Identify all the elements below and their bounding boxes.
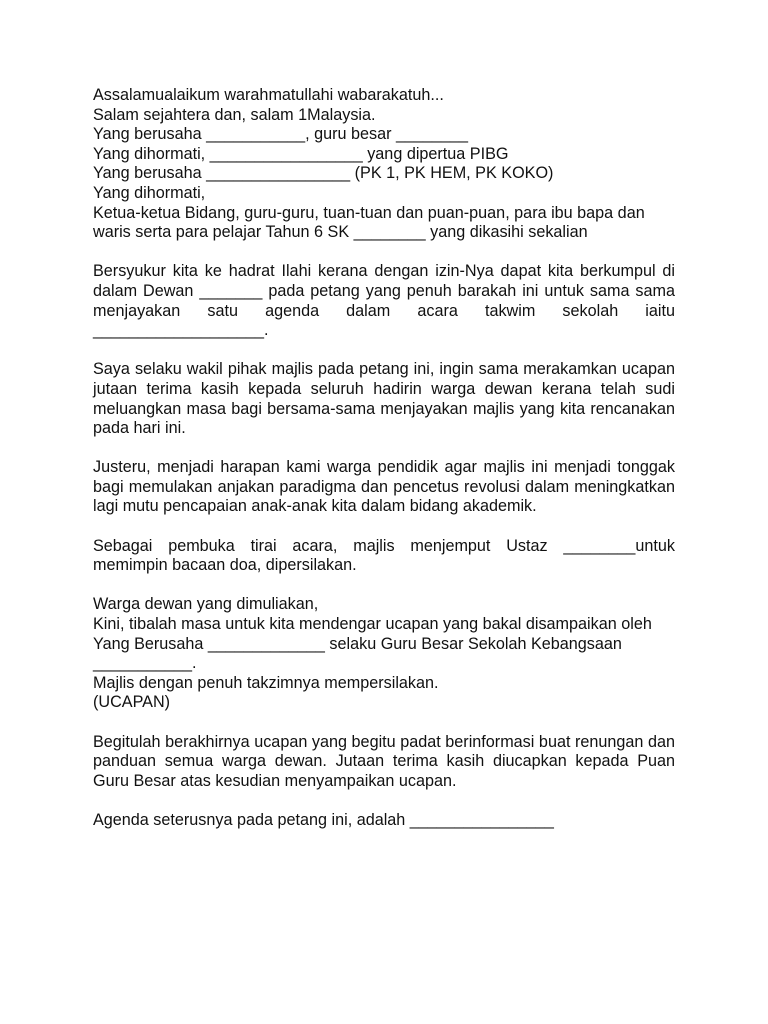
greeting-block xyxy=(93,86,675,243)
speech-invite: Majlis dengan penuh takzimnya mempersilakan. xyxy=(93,673,439,692)
greeting-line: Yang berusaha ________________ (PK 1, PK HEM, PK KOKO) xyxy=(93,164,554,183)
paragraph-3: Justeru, menjadi harapan kami warga pendidik agar majlis ini menjadi tonggak bagi memulakan anjakan paradigma dan pencetus revolusi dalam meningkatkan lagi mutu pencapaian anak-anak kita dalam bidang akademik. xyxy=(93,458,675,516)
paragraph-spacer xyxy=(93,576,675,596)
paragraph-2: Saya selaku wakil pihak majlis pada petang ini, ingin sama merakamkan ucapan jutaan terima kasih kepada seluruh hadirin warga dewan kerana telah sudi meluangkan masa bagi bersama-sama menjayakan majlis yang kita rencanakan pada hari ini. xyxy=(93,360,675,438)
greeting-line: Yang dihormati, _________________ yang dipertua PIBG xyxy=(93,144,509,163)
greeting-line: Salam sejahtera dan, salam 1Malaysia. xyxy=(93,105,376,124)
paragraph-1: Bersyukur kita ke hadrat Ilahi kerana dengan izin-Nya dapat kita berkumpul di dalam Dewan _______ pada petang yang penuh barakah ini untuk sama sama menjayakan satu agenda dalam acara takwim sekolah iaitu ___________________. xyxy=(93,262,675,340)
greeting-line: Yang dihormati, xyxy=(93,183,206,202)
speech-section xyxy=(93,595,675,713)
speech-marker: (UCAPAN) xyxy=(93,693,171,712)
speech-intro: Kini, tibalah masa untuk kita mendengar ucapan yang bakal disampaikan oleh Yang Berusaha _____________ selaku Guru Besar Sekolah Kebangsaan ___________. xyxy=(93,615,652,673)
greeting-line: Assalamualaikum warahmatullahi wabarakatuh... xyxy=(93,86,444,104)
closing-line: Agenda seterusnya pada petang ini, adalah ________________ xyxy=(93,810,554,829)
paragraph-spacer xyxy=(93,517,675,537)
paragraph-4: Sebagai pembuka tirai acara, majlis menjemput Ustaz ________untuk memimpin bacaan doa, dipersilakan. xyxy=(93,536,675,575)
paragraph-spacer xyxy=(93,243,675,263)
paragraph-5: Begitulah berakhirnya ucapan yang begitu padat berinformasi buat renungan dan panduan semua warga dewan. Jutaan terima kasih diucapkan kepada Puan Guru Besar atas kesudian menyampaikan ucapan. xyxy=(93,732,675,790)
greeting-address: Ketua-ketua Bidang, guru-guru, tuan-tuan dan puan-puan, para ibu bapa dan waris serta para pelajar Tahun 6 SK ________ yang dikasihi sekalian xyxy=(93,203,645,242)
paragraph-spacer xyxy=(93,791,675,811)
paragraph-spacer xyxy=(93,341,675,361)
paragraph-spacer xyxy=(93,713,675,733)
greeting-line: Yang berusaha ___________, guru besar ________ xyxy=(93,125,469,144)
paragraph-spacer xyxy=(93,439,675,459)
speech-salutation: Warga dewan yang dimuliakan, xyxy=(93,595,319,614)
